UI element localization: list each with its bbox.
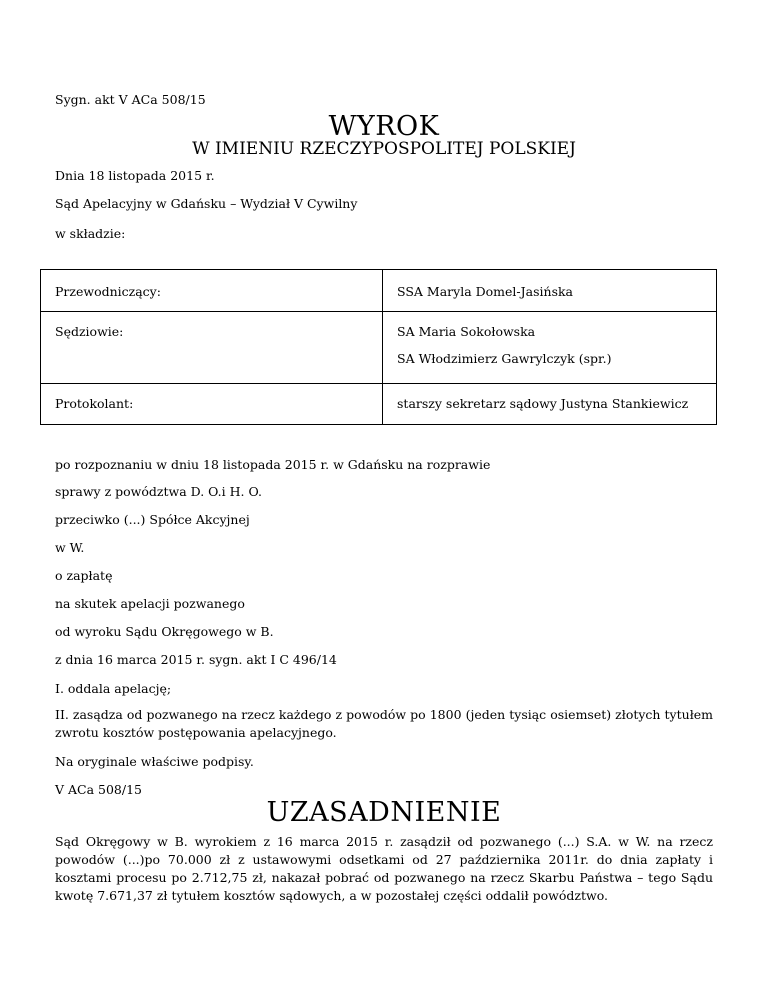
lower-court-date-line: z dnia 16 marca 2015 r. sygn. akt I C 496/14 (55, 652, 337, 667)
panel-role: Przewodniczący: (55, 284, 161, 299)
panel-name: starszy sekretarz sądowy Justyna Stankiewicz (397, 396, 689, 411)
panel-name: SA Włodzimierz Gawrylczyk (spr.) (397, 351, 612, 366)
defendant-seat-line: w W. (55, 540, 85, 555)
panel-names-cell (383, 270, 717, 312)
panel-name: SA Maria Sokołowska (397, 324, 536, 339)
panel-row-judges (41, 312, 717, 384)
panel-role-cell (41, 270, 383, 312)
lower-court-line: od wyroku Sądu Okręgowego w B. (55, 624, 274, 639)
panel-role: Protokolant: (55, 396, 134, 411)
justification-title: UZASADNIENIE (266, 797, 502, 828)
justification-paragraph: Sąd Okręgowy w B. wyrokiem z 16 marca 2015 r. zasądził od pozwanego (...) S.A. w W. na rzecz powodów (...)po 70.000 zł z ustawowymi odsetkami od 27 października 2011r. do dnia zapłaty i kosztami procesu po 2.712,75 zł, nakazał pobrać od pozwanego na rzecz Skarbu Państwa – tego Sądu kwotę 7.671,37 zł tytułem kosztów sądowych, a w pozostałej części oddalił powództwo. (55, 834, 713, 903)
judgment-date: Dnia 18 listopada 2015 r. (55, 168, 215, 183)
case-signature: Sygn. akt V ACa 508/15 (55, 92, 206, 107)
court-name: Sąd Apelacyjny w Gdańsku – Wydział V Cywilny (55, 196, 358, 211)
panel-names-cell (383, 312, 717, 384)
judgment-subtitle: W IMIENIU RZECZYPOSPOLITEJ POLSKIEJ (192, 139, 576, 159)
ruling-point-two: II. zasądza od pozwanego na rzecz każdego z powodów po 1800 (jeden tysiąc osiemset) złotych tytułem zwrotu kosztów postępowania apelacyjnego. (55, 707, 713, 740)
ruling-point-one: I. oddala apelację; (55, 681, 172, 696)
panel-name: SSA Maryla Domel-Jasińska (397, 284, 574, 299)
panel-role-cell (41, 384, 383, 425)
panel-role: Sędziowie: (55, 324, 124, 339)
composition-label: w składzie: (55, 226, 126, 241)
defendant-line: przeciwko (...) Spółce Akcyjnej (55, 512, 250, 527)
court-panel-table (40, 269, 717, 425)
panel-row-clerk (41, 384, 717, 425)
judgment-title: WYROK (328, 111, 440, 142)
plaintiffs-line: sprawy z powództwa D. O.i H. O. (55, 484, 262, 499)
panel-role-cell (41, 312, 383, 384)
hearing-line: po rozpoznaniu w dniu 18 listopada 2015 r. w Gdańsku na rozprawie (55, 457, 491, 472)
signatures-note: Na oryginale właściwe podpisy. (55, 754, 254, 769)
claim-subject-line: o zapłatę (55, 568, 113, 583)
case-signature-repeat: V ACa 508/15 (55, 782, 142, 797)
panel-names-cell (383, 384, 717, 425)
appeal-line: na skutek apelacji pozwanego (55, 596, 245, 611)
panel-row-presiding (41, 270, 717, 312)
